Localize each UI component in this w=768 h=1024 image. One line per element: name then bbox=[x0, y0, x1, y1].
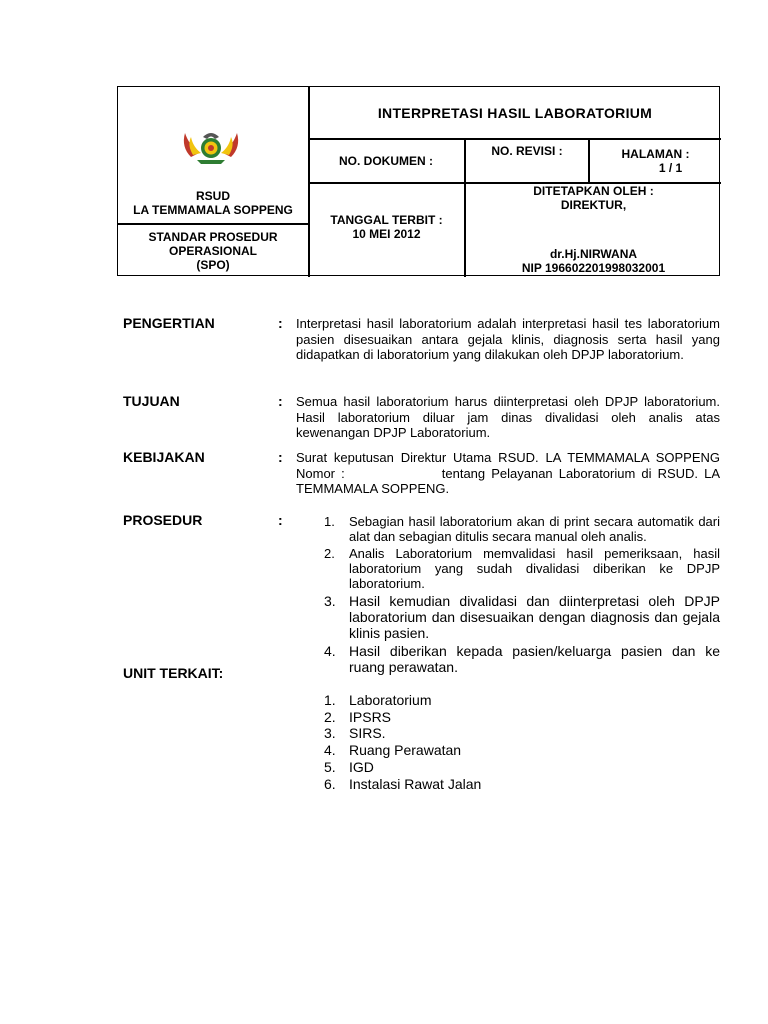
list-item bbox=[324, 742, 720, 759]
list-item bbox=[324, 546, 720, 591]
pengertian-colon: : bbox=[278, 315, 283, 331]
no-dokumen-label: NO. DOKUMEN : bbox=[339, 153, 433, 168]
kebijakan-label: KEBIJAKAN bbox=[123, 449, 205, 465]
halaman-value: 1 / 1 bbox=[658, 160, 683, 175]
hospital-emblem-icon bbox=[177, 127, 245, 167]
list-item bbox=[324, 759, 720, 776]
halaman-label: HALAMAN : bbox=[621, 146, 690, 161]
prosedur-colon: : bbox=[278, 512, 283, 528]
pengertian-text: Interpretasi hasil laboratorium adalah interpretasi hasil tes laboratorium pasien disesuaikan antara gejala klinis, diagnosis serta hasil yang didapatkan di laboratorium yang dilakukan oleh DPJP laboratorium. bbox=[296, 316, 720, 362]
tujuan-label: TUJUAN bbox=[123, 393, 180, 409]
org-name-line2: LA TEMMAMALA SOPPENG bbox=[133, 203, 293, 217]
list-item bbox=[324, 692, 720, 709]
list-text: SIRS. bbox=[349, 725, 386, 742]
list-text: Hasil diberikan kepada pasien/keluarga pasien dan ke ruang perawatan. bbox=[349, 643, 720, 675]
pengertian-label: PENGERTIAN bbox=[123, 315, 215, 331]
list-item bbox=[324, 593, 720, 641]
list-item bbox=[324, 643, 720, 675]
list-text: Instalasi Rawat Jalan bbox=[349, 775, 482, 792]
document-header-table bbox=[117, 86, 720, 276]
list-text: Analis Laboratorium memvalidasi hasil pemeriksaan, hasil laboratorium yang sudah divalidasi diberikan ke DPJP laboratorium. bbox=[349, 546, 720, 591]
list-number: 6. bbox=[324, 775, 336, 792]
no-revisi-label: NO. REVISI : bbox=[491, 144, 563, 158]
list-item bbox=[324, 514, 720, 544]
kebijakan-text: Surat keputusan Direktur Utama RSUD. LA TEMMAMALA SOPPENG Nomor : tentang Pelayanan Laboratorium di RSUD. LA TEMMAMALA SOPPENG. bbox=[296, 450, 724, 496]
list-text: Hasil kemudian divalidasi dan diinterpretasi oleh DPJP laboratorium dan disesuaikan dengan diagnosis dan gejala klinis pasien. bbox=[349, 593, 720, 641]
kebijakan-colon: : bbox=[278, 449, 283, 465]
spo-line2: OPERASIONAL bbox=[168, 244, 257, 258]
direktur-title: DIREKTUR, bbox=[560, 198, 627, 212]
list-number: 4. bbox=[324, 643, 336, 659]
list-text: IGD bbox=[349, 758, 374, 775]
list-number: 3. bbox=[324, 725, 336, 742]
list-number: 4. bbox=[324, 742, 336, 759]
org-name-line1: RSUD bbox=[195, 189, 230, 203]
signer-nip: NIP 196602201998032001 bbox=[521, 261, 666, 275]
prosedur-list bbox=[324, 514, 720, 677]
list-number: 1. bbox=[324, 514, 335, 529]
list-text: Ruang Perawatan bbox=[349, 742, 462, 759]
tujuan-text: Semua hasil laboratorium harus diinterpretasi oleh DPJP laboratorium. Hasil laboratorium diluar jam dinas divalidasi oleh analis atas kewenangan DPJP Laboratorium. bbox=[296, 394, 720, 440]
tujuan-colon: : bbox=[278, 393, 283, 409]
unit-terkait-list bbox=[324, 692, 720, 792]
list-text: Sebagian hasil laboratorium akan di print secara automatik dari alat dan sebagian ditulis secara manual oleh analis. bbox=[349, 514, 720, 544]
spo-line1: STANDAR PROSEDUR bbox=[148, 230, 278, 244]
list-number: 5. bbox=[324, 758, 336, 775]
list-item bbox=[324, 725, 720, 742]
prosedur-label: PROSEDUR bbox=[123, 512, 203, 528]
list-text: Laboratorium bbox=[349, 692, 432, 708]
list-item bbox=[324, 709, 720, 726]
signer-name: dr.Hj.NIRWANA bbox=[549, 247, 638, 261]
list-number: 2. bbox=[324, 546, 335, 561]
document-title: INTERPRETASI HASIL LABORATORIUM bbox=[377, 104, 653, 121]
ditetapkan-oleh: DITETAPKAN OLEH : bbox=[533, 184, 654, 198]
list-item bbox=[324, 776, 720, 793]
list-text: IPSRS bbox=[349, 708, 392, 725]
spo-line3: (SPO) bbox=[196, 258, 230, 272]
unit-terkait-label: UNIT TERKAIT: bbox=[123, 665, 224, 681]
tanggal-terbit-value: 10 MEI 2012 bbox=[352, 227, 421, 241]
list-number: 1. bbox=[324, 692, 336, 708]
tanggal-terbit-label: TANGGAL TERBIT : bbox=[330, 213, 443, 227]
list-number: 2. bbox=[324, 708, 336, 725]
list-number: 3. bbox=[324, 593, 336, 609]
